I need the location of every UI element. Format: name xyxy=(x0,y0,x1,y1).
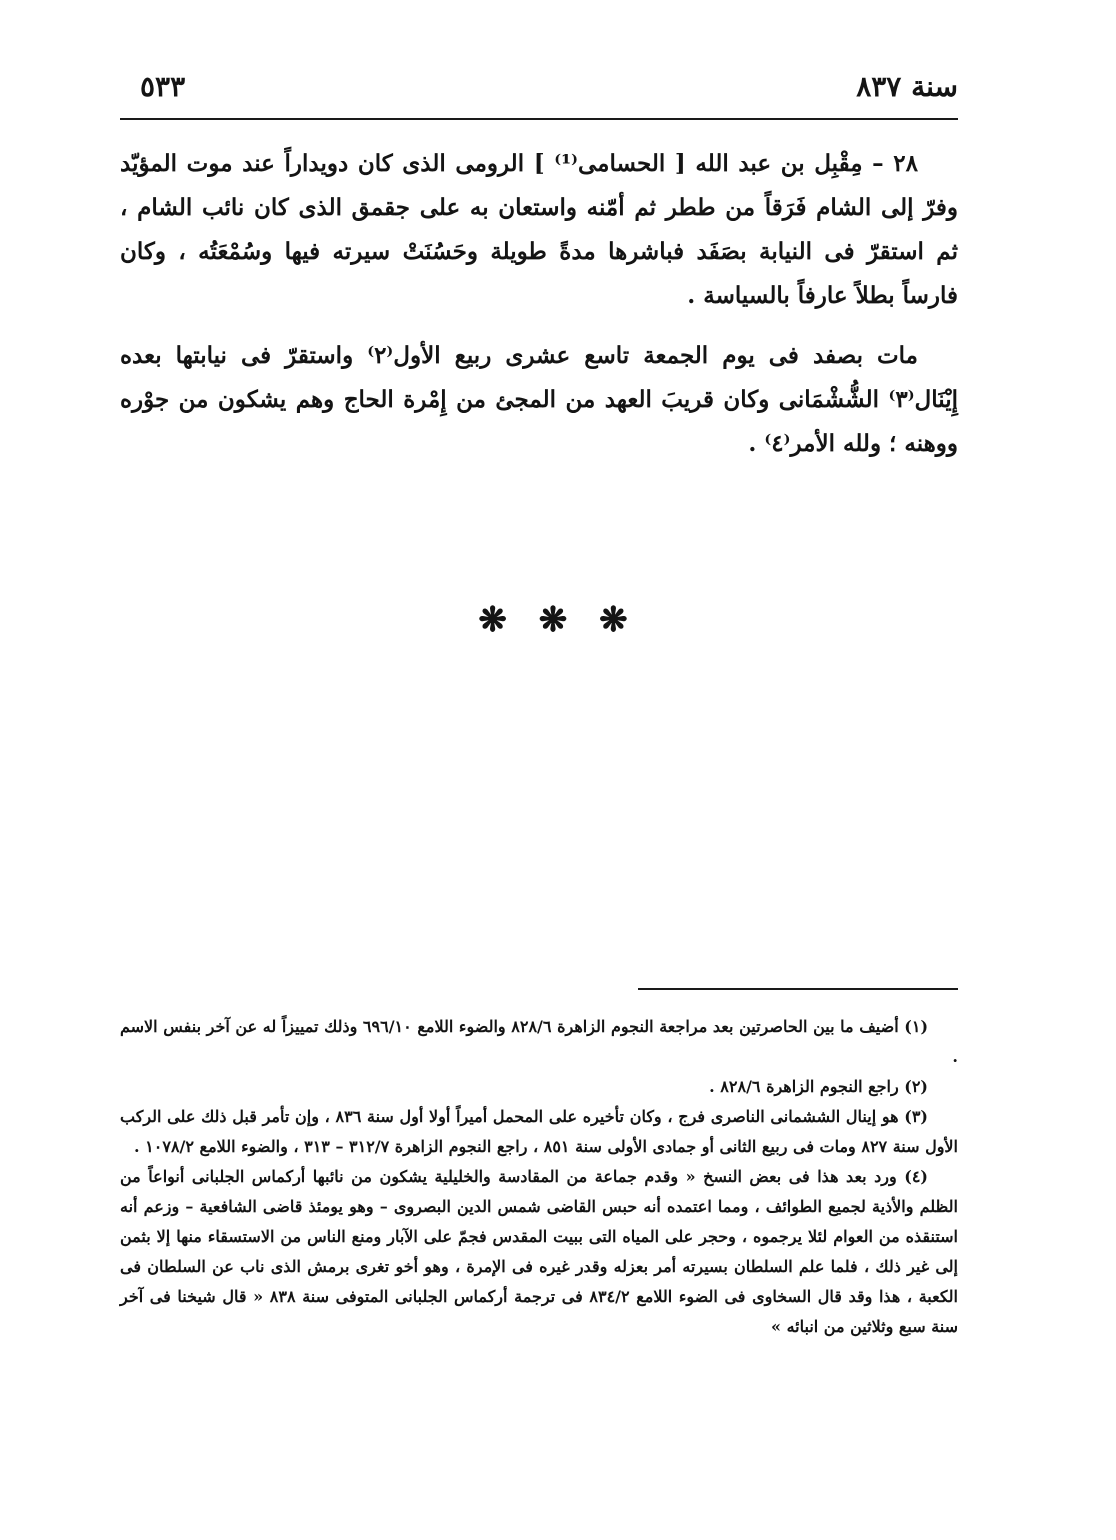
footnotes xyxy=(120,1012,958,1342)
footnote: (٣) هو إينال الششمانى الناصرى فرج ، وكان تأخيره على المحمل أميراً أولا أول سنة ٨٣٦ ، وإن تأمر قبل ذلك على الركب الأول سنة ٨٢٧ ومات فى ربيع الثانى أو جمادى الأولى سنة ٨٥١ ، راجع النجوم الزاهرة ٣١٢/٧ – ٣١٣ ، والضوء اللامع ١٠٧٨/٢ . xyxy=(120,1107,958,1156)
running-header-year: سنة ٨٣٧ xyxy=(856,70,958,103)
footnote: (١) أضيف ما بين الحاصرتين بعد مراجعة النجوم الزاهرة ٨٢٨/٦ والضوء اللامع ٦٩٦/١٠ وذلك تمييزاً له عن آخر بنفس الاسم . xyxy=(120,1017,958,1066)
running-header xyxy=(128,68,958,108)
death-paragraph: مات بصفد فى يوم الجمعة تاسع عشرى ربيع الأول⁽٢⁾ واستقرّ فى نيابتها بعده إِيْنَال⁽٣⁾ الشُّشْمَانى وكان قريبَ العهد من المجئ من إِمْرة الحاج وهم يشكون من جوْره ووهنه ؛ ولله الأمر⁽٤⁾ . xyxy=(120,342,958,457)
footnote: (٢) راجع النجوم الزاهرة ٨٢٨/٦ . xyxy=(709,1077,928,1096)
footnote-rule xyxy=(638,988,958,990)
footnote: (٤) ورد بعد هذا فى بعض النسخ « وقدم جماعة من المقادسة والخليلية يشكون من نائبها أركماس الجلبانى أنواعاً من الظلم والأذية لجميع الطوائف ، ومما اعتمده أنه حبس القاضى شمس الدين البصروى – وهو يومئذ قاضى الشافعية – وزعم أنه استنقذه من العوام لئلا يرجموه ، وحجر على المياه التى ببيت المقدس فجمّ على الآبار ومنع الناس من الاستسقاء منها إلا بثمن إلى غير ذلك ، فلما علم السلطان بسيرته أمر بعزله وقدر غيره فى الإمرة ، وهو أخو تغرى برمش الذى ناب عن السلطان فى الكعبة ، هذا وقد قال السخاوى فى الضوء اللامع ٨٣٤/٢ فى ترجمة أركماس الجلبانى المتوفى سنة ٨٣٨ « قال شيخنا فى آخر سنة سبع وثلاثين من انبائه » xyxy=(120,1167,959,1336)
entry-paragraph: ٢٨ – مِقْبِل بن عبد الله [ الحسامى⁽¹⁾ ] الرومى الذى كان دويداراً عند موت المؤيّد وفرّ إلى الشام فَرَقاً من ططر ثم أمّنه واستعان به على جقمق الذى كان نائب الشام ، ثم استقرّ فى النيابة بصَفَد فباشرها مدةً طويلة وحَسُنَتْ سيرته فيها وسُمْعَتُه ، وكان فارساً بطلاً عارفاً بالسياسة . xyxy=(120,150,958,309)
header-rule xyxy=(120,118,958,120)
page-number: ٥٣٣ xyxy=(140,70,186,103)
section-separator-asterisks: ❋ ❋ ❋ xyxy=(478,600,638,640)
main-text xyxy=(120,142,958,466)
